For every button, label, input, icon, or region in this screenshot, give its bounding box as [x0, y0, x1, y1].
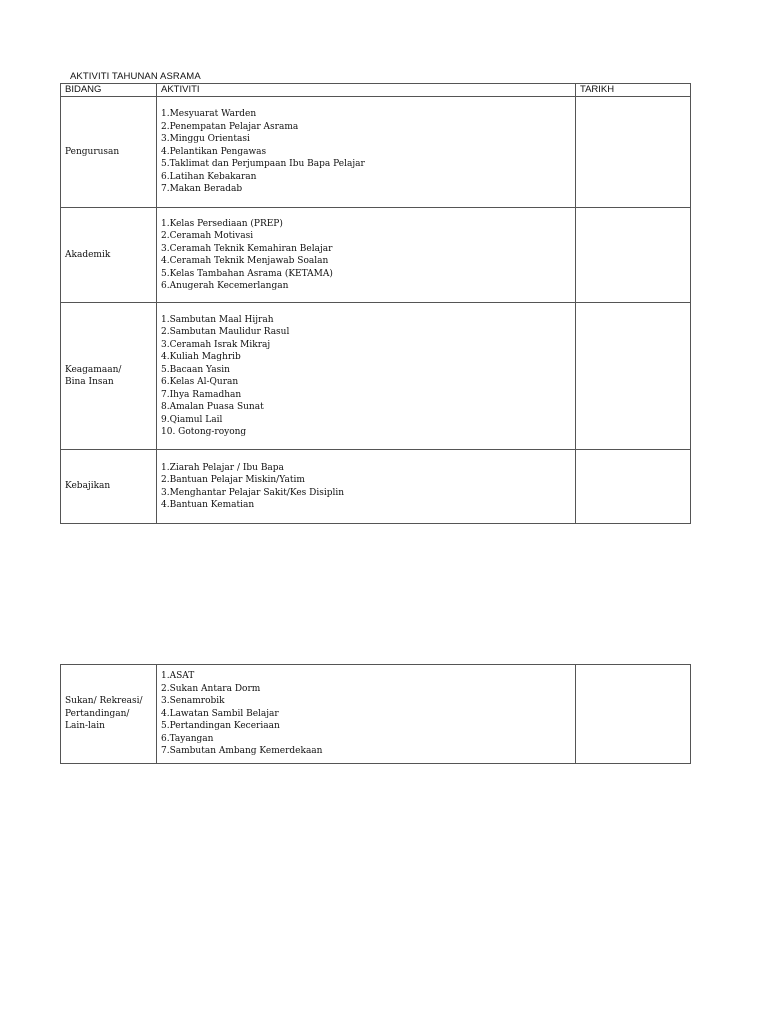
bidang-cell	[61, 665, 157, 764]
aktiviti-item: 4.Pelantikan Pengawas	[161, 146, 267, 157]
aktiviti-item: 3.Menghantar Pelajar Sakit/Kes Disiplin	[161, 487, 345, 498]
table-row	[61, 97, 691, 208]
aktiviti-item: 5.Kelas Tambahan Asrama (KETAMA)	[161, 268, 333, 279]
header-tarikh: TARIKH	[576, 84, 691, 97]
bidang-cell	[61, 208, 157, 303]
bidang-label: Pengurusan	[65, 146, 120, 157]
tarikh-cell	[576, 665, 691, 764]
aktiviti-item: 7.Ihya Ramadhan	[161, 389, 242, 400]
table-row	[61, 450, 691, 524]
aktiviti-item: 3.Ceramah Israk Mikraj	[161, 339, 271, 350]
aktiviti-item: 2.Penempatan Pelajar Asrama	[161, 121, 299, 132]
aktiviti-cell	[157, 208, 576, 303]
aktiviti-item: 4.Bantuan Kematian	[161, 500, 255, 510]
aktiviti-item: 2.Sambutan Maulidur Rasul	[161, 327, 290, 337]
aktiviti-item: 4.Kuliah Maghrib	[161, 352, 241, 362]
aktiviti-item: 5.Bacaan Yasin	[161, 364, 230, 375]
activity-table	[60, 83, 691, 524]
aktiviti-item: 5.Taklimat dan Perjumpaan Ibu Bapa Pelajar	[161, 159, 365, 170]
header-bidang: BIDANG	[61, 84, 157, 97]
aktiviti-item: 8.Amalan Puasa Sunat	[161, 402, 264, 412]
aktiviti-item: 6.Kelas Al-Quran	[161, 377, 239, 387]
bidang-label: Sukan/ Rekreasi/ Pertandingan/ Lain-lain	[65, 696, 143, 732]
tarikh-cell	[576, 208, 691, 303]
bidang-cell	[61, 97, 157, 208]
aktiviti-item: 2.Sukan Antara Dorm	[161, 683, 261, 694]
bidang-cell	[61, 450, 157, 524]
aktiviti-item: 3.Senamrobik	[161, 696, 225, 707]
table-row	[61, 208, 691, 303]
aktiviti-item: 6.Tayangan	[161, 733, 214, 744]
aktiviti-item: 4.Lawatan Sambil Belajar	[161, 708, 279, 719]
aktiviti-item: 7.Makan Beradab	[161, 184, 243, 195]
bidang-label: Akademik	[65, 249, 111, 260]
activity-table-continued	[60, 664, 691, 764]
aktiviti-item: 1.Sambutan Maal Hijrah	[161, 314, 274, 325]
tarikh-cell	[576, 97, 691, 208]
aktiviti-item: 6.Anugerah Kecemerlangan	[161, 281, 289, 291]
aktiviti-item: 9.Qiamul Lail	[161, 414, 223, 425]
aktiviti-item: 1.Ziarah Pelajar / Ibu Bapa	[161, 462, 284, 473]
document-title: AKTIVITI TAHUNAN ASRAMA	[70, 71, 201, 82]
aktiviti-cell	[157, 303, 576, 450]
aktiviti-item: 1.Mesyuarat Warden	[161, 109, 257, 120]
aktiviti-cell	[157, 450, 576, 524]
aktiviti-item: 2.Ceramah Motivasi	[161, 231, 254, 241]
aktiviti-item: 2.Bantuan Pelajar Miskin/Yatim	[161, 475, 305, 485]
aktiviti-item: 3.Ceramah Teknik Kemahiran Belajar	[161, 243, 333, 254]
bidang-label: Keagamaan/ Bina Insan	[65, 364, 122, 387]
aktiviti-item: 10. Gotong-royong	[161, 427, 247, 437]
header-aktiviti: AKTIVITI	[157, 84, 576, 97]
table-row	[61, 665, 691, 764]
aktiviti-item: 1.ASAT	[161, 671, 195, 682]
bidang-cell	[61, 303, 157, 450]
aktiviti-item: 4.Ceramah Teknik Menjawab Soalan	[161, 256, 329, 266]
table-header-row	[61, 84, 691, 97]
aktiviti-cell	[157, 665, 576, 764]
tarikh-cell	[576, 303, 691, 450]
aktiviti-item: 5.Pertandingan Keceriaan	[161, 721, 280, 732]
bidang-label: Kebajikan	[65, 481, 111, 492]
aktiviti-item: 7.Sambutan Ambang Kemerdekaan	[161, 746, 323, 757]
table-row	[61, 303, 691, 450]
aktiviti-item: 6.Latihan Kebakaran	[161, 171, 257, 182]
aktiviti-item: 1.Kelas Persediaan (PREP)	[161, 218, 283, 229]
aktiviti-cell	[157, 97, 576, 208]
aktiviti-item: 3.Minggu Orientasi	[161, 134, 250, 145]
tarikh-cell	[576, 450, 691, 524]
